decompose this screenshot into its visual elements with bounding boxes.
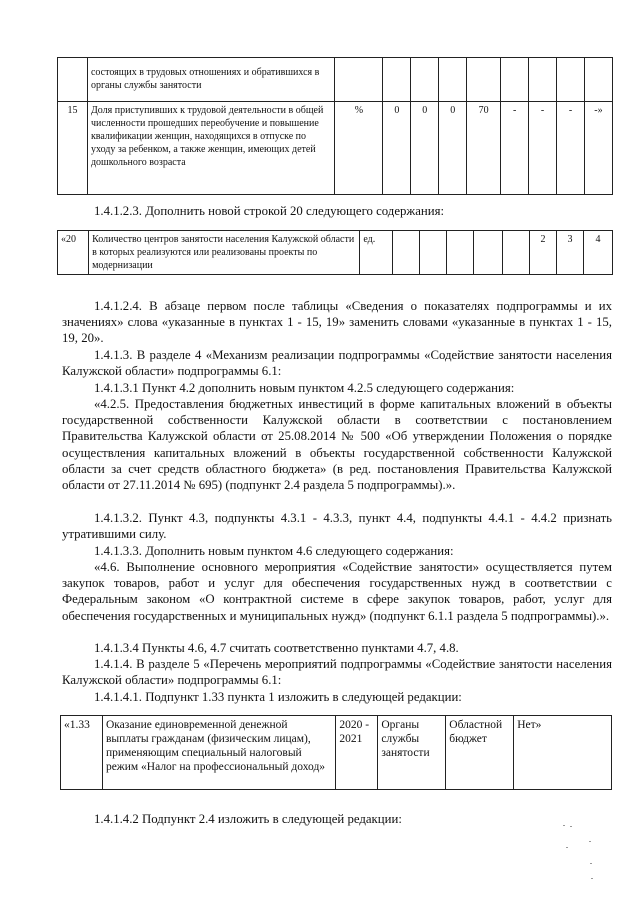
value-cell: 0 xyxy=(439,102,467,195)
paragraph: 1.4.1.3.1 Пункт 4.2 дополнить новым пунктом 4.2.5 следующего содержания: xyxy=(94,381,515,395)
value-cell: - xyxy=(529,102,557,195)
paragraph: 1.4.1.3.2. Пункт 4.3, подпункты 4.3.1 - 4.3.3, пункт 4.4, подпункты 4.4.1 - 4.4.2 признать утратившими силу. xyxy=(62,511,612,542)
value-cell: -» xyxy=(584,102,612,195)
scan-speck xyxy=(591,878,593,879)
scan-speck xyxy=(589,841,591,842)
value-cell: 4 xyxy=(583,231,612,275)
table-row xyxy=(58,58,613,102)
paragraph: 1.4.1.4. В разделе 5 «Перечень мероприятий подпрограммы «Содействие занятости населения Калужской области» подпрограммы 6.1: xyxy=(62,657,612,688)
value-cell xyxy=(474,231,503,275)
unit-cell: ед. xyxy=(360,231,393,275)
table-row xyxy=(61,716,612,790)
paragraph: 1.4.1.3. В разделе 4 «Механизм реализации подпрограммы «Содействие занятости населения Калужской области» подпрограммы 6.1: xyxy=(62,348,612,379)
row-number: «1.33 xyxy=(61,716,103,790)
paragraph: «4.2.5. Предоставления бюджетных инвестиций в форме капитальных вложений в объекты государственной собственности Калужской области в соответствии с постановлением Правительства Калужской области от 25.08.2014 № 500 «Об утверждении Положения о порядке осуществления капитальных вложений в объекты государственной собственности Калужской области за счет средств областного бюджета» (в ред. постановления Правительства Калужской области от 27.11.2014 № 695) (подпункт 2.4 раздела 5 подпрограммы).». xyxy=(62,397,612,493)
amount-cell: Нет» xyxy=(514,716,612,790)
paragraph: 1.4.1.3.4 Пункты 4.6, 4.7 считать соответственно пунктами 4.7, 4.8. xyxy=(94,641,459,655)
value-cell: - xyxy=(557,102,585,195)
table-row xyxy=(58,102,613,195)
paragraph: 1.4.1.3.3. Дополнить новым пунктом 4.6 следующего содержания: xyxy=(94,544,454,558)
row-number: 15 xyxy=(58,102,88,195)
paragraph: 1.4.1.2.3. Дополнить новой строкой 20 следующего содержания: xyxy=(94,204,445,218)
value-cell xyxy=(393,231,420,275)
row-number: «20 xyxy=(58,231,89,275)
measure-name-cell: Оказание единовременной денежной выплаты гражданам (физическим лицам), применяющим специальный налоговый режим «Налог на профессиональный доход» xyxy=(102,716,335,790)
value-cell: - xyxy=(501,102,529,195)
value-cell: 70 xyxy=(467,102,501,195)
scan-speck xyxy=(566,847,568,848)
row-text-cell: Количество центров занятости населения Калужской области в которых реализуются или реализованы проекты по модернизации xyxy=(89,231,360,275)
paragraph: 1.4.1.2.4. В абзаце первом после таблицы «Сведения о показателях подпрограммы и их значениях» слова «указанные в пунктах 1 - 15, 19» заменить словами «указанные в пунктах 1 - 15, 19, 20». xyxy=(62,299,612,346)
value-cell: 2 xyxy=(530,231,557,275)
new-row-table xyxy=(57,230,613,275)
paragraph: «4.6. Выполнение основного мероприятия «Содействие занятости» осуществляется путем закупок товаров, работ и услуг для обеспечения государственных нужд в соответствии с Федеральным законом «О контрактной системе в сфере закупок товаров, работ, услуг для обеспечения государственных и муниципальных нужд» (подпункт 6.1.1 раздела 5 подпрограммы).». xyxy=(62,560,612,623)
funding-source-cell: Областной бюджет xyxy=(446,716,514,790)
unit-cell: % xyxy=(335,102,383,195)
scan-speck xyxy=(590,863,592,864)
paragraph: 1.4.1.4.1. Подпункт 1.33 пункта 1 изложить в следующей редакции: xyxy=(94,690,462,704)
row-text-cell: Доля приступивших к трудовой деятельности в общей численности прошедших переобучение и повышение квалификации женщин, находящихся в отпуске по уходу за ребенком, а также женщин, имеющих детей дошкольного возраста xyxy=(87,102,334,195)
value-cell xyxy=(420,231,447,275)
table-cell xyxy=(58,58,88,102)
table-row xyxy=(58,231,613,275)
row-text-cell: состоящих в трудовых отношениях и обратившихся в органы службы занятости xyxy=(87,58,334,102)
value-cell xyxy=(447,231,474,275)
value-cell xyxy=(503,231,530,275)
executor-cell: Органы службы занятости xyxy=(378,716,446,790)
period-cell: 2020 - 2021 xyxy=(336,716,378,790)
scan-speck xyxy=(570,826,572,827)
scan-speck xyxy=(563,825,565,826)
measures-table xyxy=(60,715,612,790)
value-cell: 0 xyxy=(383,102,411,195)
indicators-table xyxy=(57,57,613,195)
value-cell: 3 xyxy=(556,231,583,275)
paragraph: 1.4.1.4.2 Подпункт 2.4 изложить в следующей редакции: xyxy=(94,812,402,826)
value-cell: 0 xyxy=(411,102,439,195)
